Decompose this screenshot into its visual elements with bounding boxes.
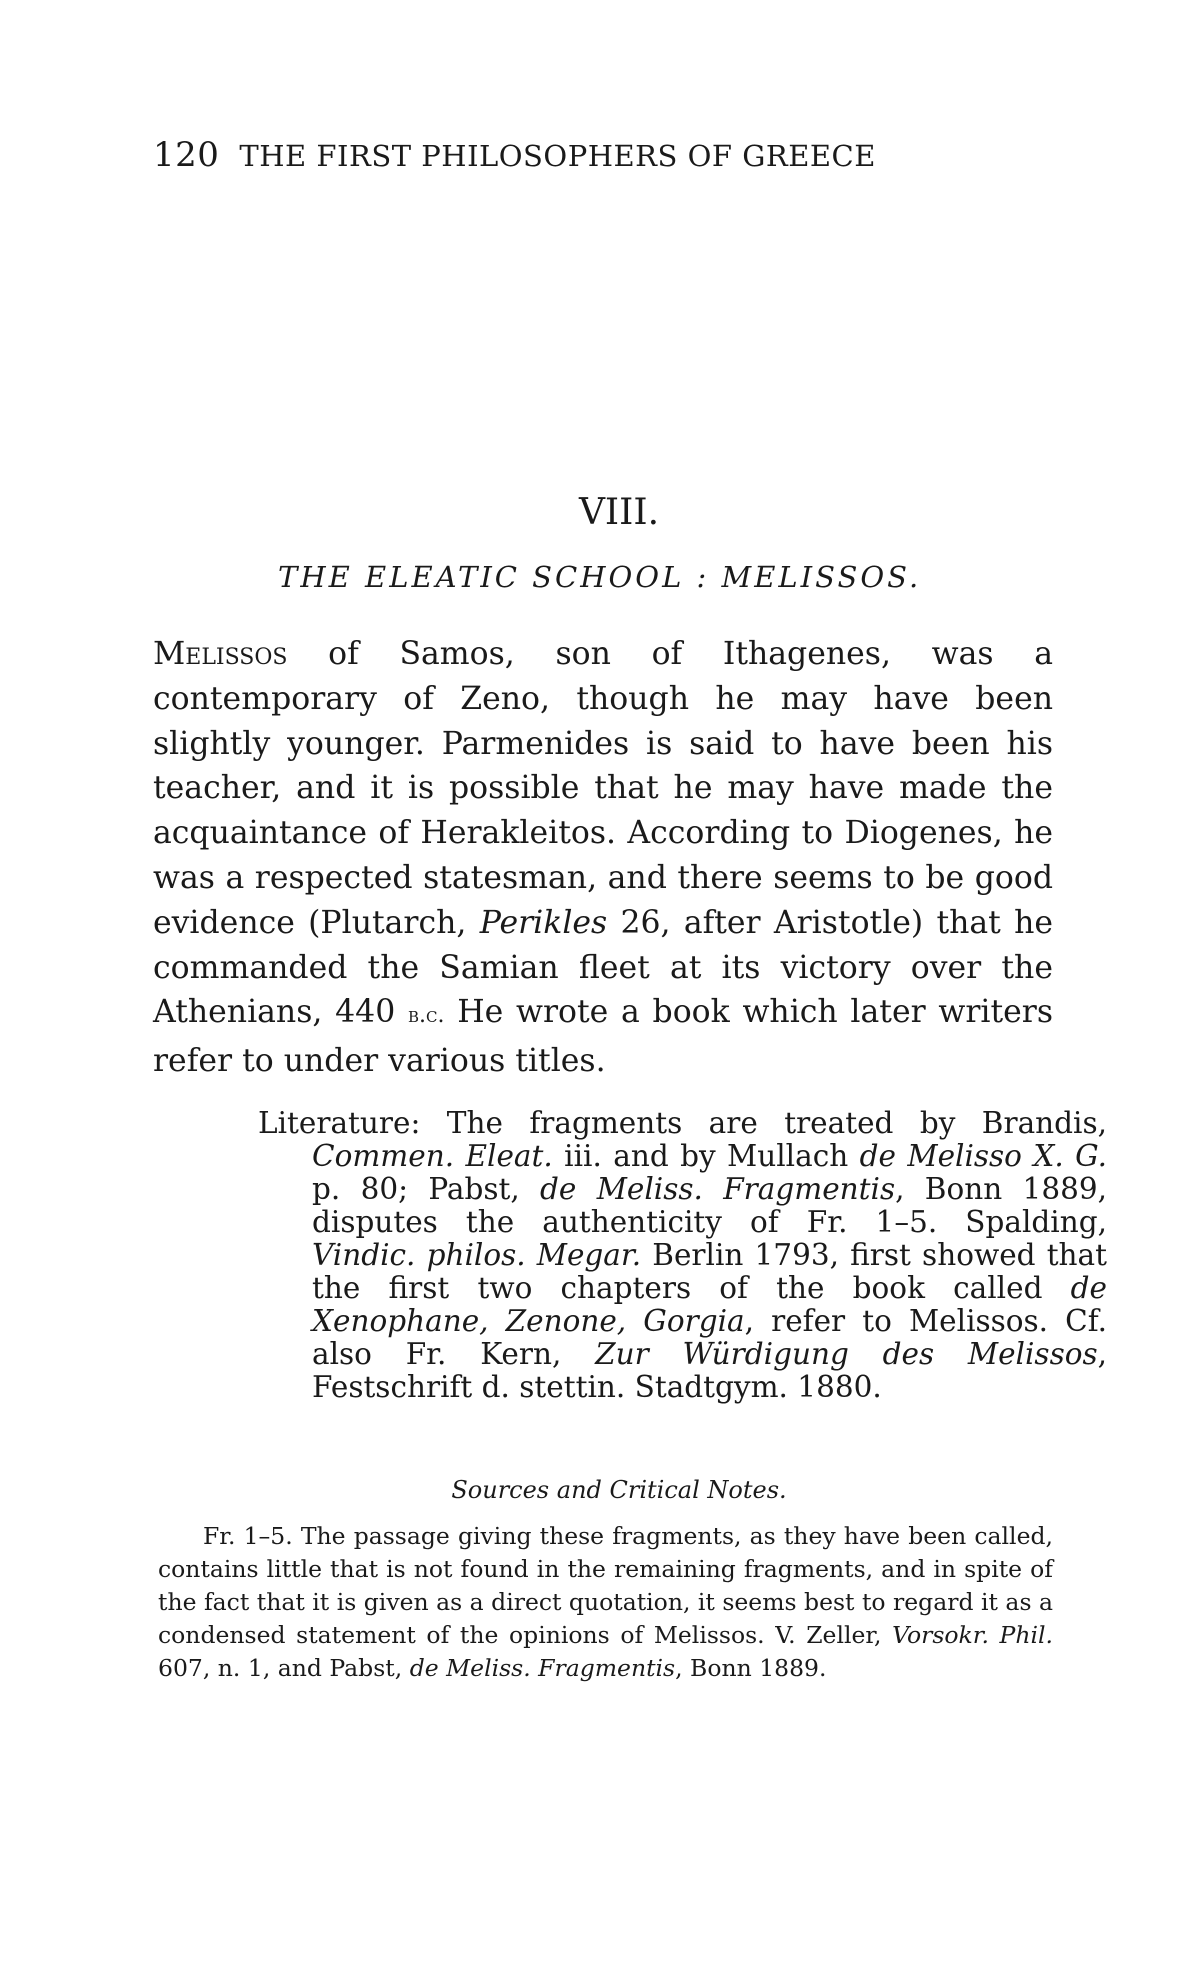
running-title: THE FIRST PHILOSOPHERS OF GREECE xyxy=(239,139,876,173)
page-number: 120 xyxy=(153,135,220,175)
body-italic-1: Perikles xyxy=(479,904,608,941)
lit-text-4: , Bonn 1889, disputes the authenticity of Fr. 1–5. Spalding, xyxy=(312,1172,1107,1239)
note-text-1: Fr. 1–5. The passage giving these fragments, as they have been called, contains little that is not found in the remaining fragments, and in spite of the fact that it is given as a direct quotation, it seems best to regard it as a condensed statement of the opinions of Melissos. V. Zeller, xyxy=(158,1522,1053,1649)
lit-text-2: iii. and by Mullach xyxy=(552,1139,860,1173)
lit-text-6: , refer to Melissos. Cf. also Fr. Kern, xyxy=(312,1304,1107,1371)
chapter-number: VIII. xyxy=(578,492,660,533)
lit-text-7: , Festschrift d. stettin. Stadtgym. 1880. xyxy=(312,1337,1107,1404)
lit-text-5: Berlin 1793, first showed that the first two chapters of the book called xyxy=(312,1238,1107,1305)
body-paragraph xyxy=(153,632,1053,1084)
lit-italic-4: Vindic. philos. Megar. xyxy=(312,1238,642,1272)
note-italic-1: Vorsokr. Phil. xyxy=(892,1621,1053,1649)
lit-italic-2: de Melisso X. G. xyxy=(859,1139,1107,1173)
chapter-title: THE ELEATIC SCHOOL : MELISSOS. xyxy=(278,560,922,594)
note-italic-2: de Meliss. Fragmentis xyxy=(409,1654,676,1682)
critical-note xyxy=(158,1520,1053,1685)
running-head xyxy=(153,135,953,175)
lit-text-3: p. 80; Pabst, xyxy=(312,1172,541,1206)
note-text-3: , Bonn 1889. xyxy=(675,1654,827,1682)
lit-italic-3: de Meliss. Fragmentis xyxy=(540,1172,896,1206)
lit-text-1: Literature: The fragments are treated by Brandis, xyxy=(258,1106,1107,1140)
body-text-2: 26, after Aristotle) that he commanded the Samian fleet at its victory over the Athenians, 440 xyxy=(153,904,1054,1031)
era-abbrev: b.c. xyxy=(407,1003,445,1029)
body-text-1: of Samos, son of Ithagenes, was a contemporary of Zeno, though he may have been slightly younger. Parmenides is said to have been his teacher, and it is possible that he may have made the acquaintance of Herakleitos. According to Diogenes, he was a respected statesman, and there seems to be good evidence (Plutarch, xyxy=(153,636,1053,941)
literature-note xyxy=(258,1107,1107,1404)
lit-italic-1: Commen. Eleat. xyxy=(312,1139,553,1173)
note-text-2: 607, n. 1, and Pabst, xyxy=(158,1654,410,1682)
sources-heading: Sources and Critical Notes. xyxy=(451,1476,787,1504)
lit-italic-5: de Xenophane, Zenone, Gorgia xyxy=(312,1271,1107,1338)
body-text-3: He wrote a book which later writers refer to under various titles. xyxy=(153,994,1053,1080)
lead-word: Melissos xyxy=(153,636,288,672)
lit-italic-6: Zur Würdigung des Melissos xyxy=(595,1337,1098,1371)
